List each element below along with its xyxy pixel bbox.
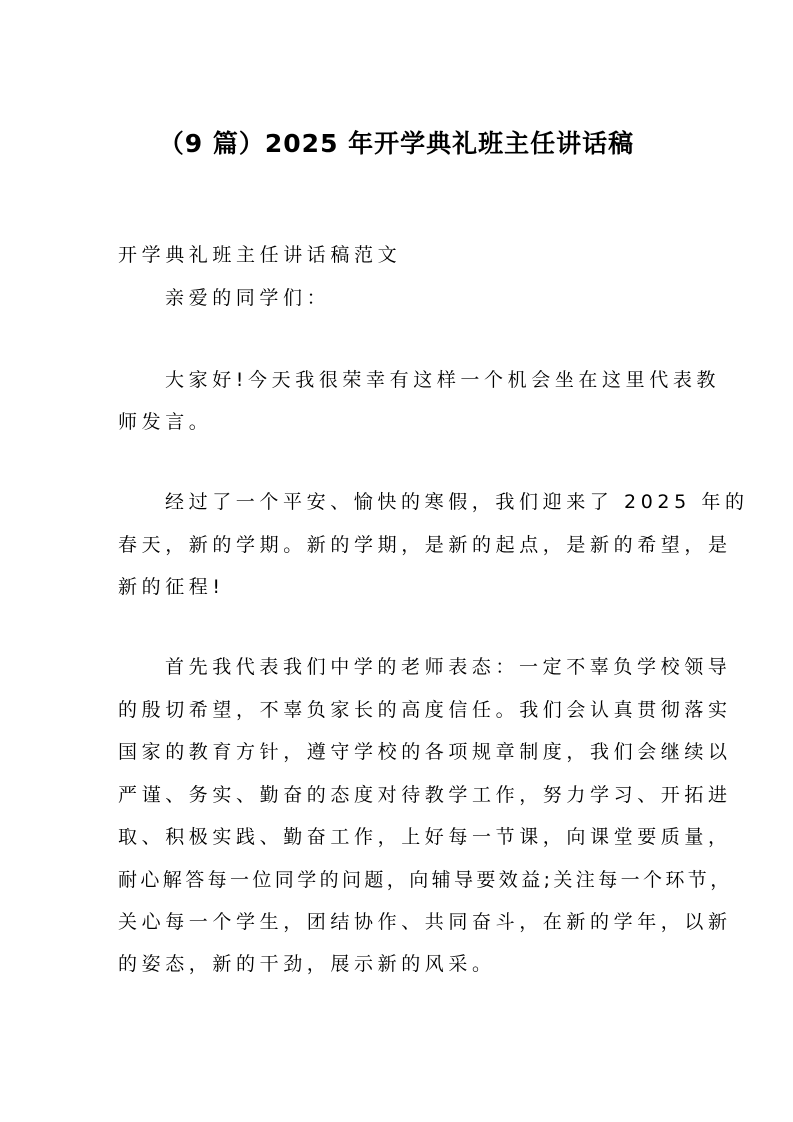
- paragraph-1-line-1: 大家好!今天我很荣幸有这样一个机会坐在这里代表教: [165, 369, 721, 391]
- paragraph-2-line-1: 经过了一个平安、愉快的寒假，我们迎来了 2025 年的: [165, 491, 749, 513]
- paragraph-3-line-5: 取、积极实践、勤奋工作，上好每一节课，向课堂要质量，: [118, 826, 732, 848]
- paragraph-3-line-8: 的姿态，新的干劲，展示新的风采。: [118, 953, 496, 975]
- paragraph-2-line-2: 春天，新的学期。新的学期，是新的起点，是新的希望，是: [118, 534, 732, 556]
- paragraph-3-line-3: 国家的教育方针，遵守学校的各项规章制度，我们会继续以: [118, 741, 732, 763]
- paragraph-2-line-3: 新的征程!: [118, 576, 225, 598]
- document-title: （9 篇）2025 年开学典礼班主任讲话稿: [158, 129, 635, 158]
- document-subtitle: 开学典礼班主任讲话稿范文: [118, 244, 402, 266]
- paragraph-3-line-2: 的殷切希望，不辜负家长的高度信任。我们会认真贯彻落实: [118, 699, 732, 721]
- paragraph-1-line-2: 师发言。: [118, 411, 213, 433]
- paragraph-3-line-7: 关心每一个学生，团结协作、共同奋斗，在新的学年，以新: [118, 911, 732, 933]
- paragraph-3-line-6: 耐心解答每一位同学的问题，向辅导要效益;关注每一个环节，: [118, 869, 733, 891]
- salutation: 亲爱的同学们：: [165, 287, 331, 309]
- paragraph-3-line-4: 严谨、务实、勤奋的态度对待教学工作，努力学习、开拓进: [118, 784, 732, 806]
- paragraph-3-line-1: 首先我代表我们中学的老师表态：一定不辜负学校领导: [165, 656, 732, 678]
